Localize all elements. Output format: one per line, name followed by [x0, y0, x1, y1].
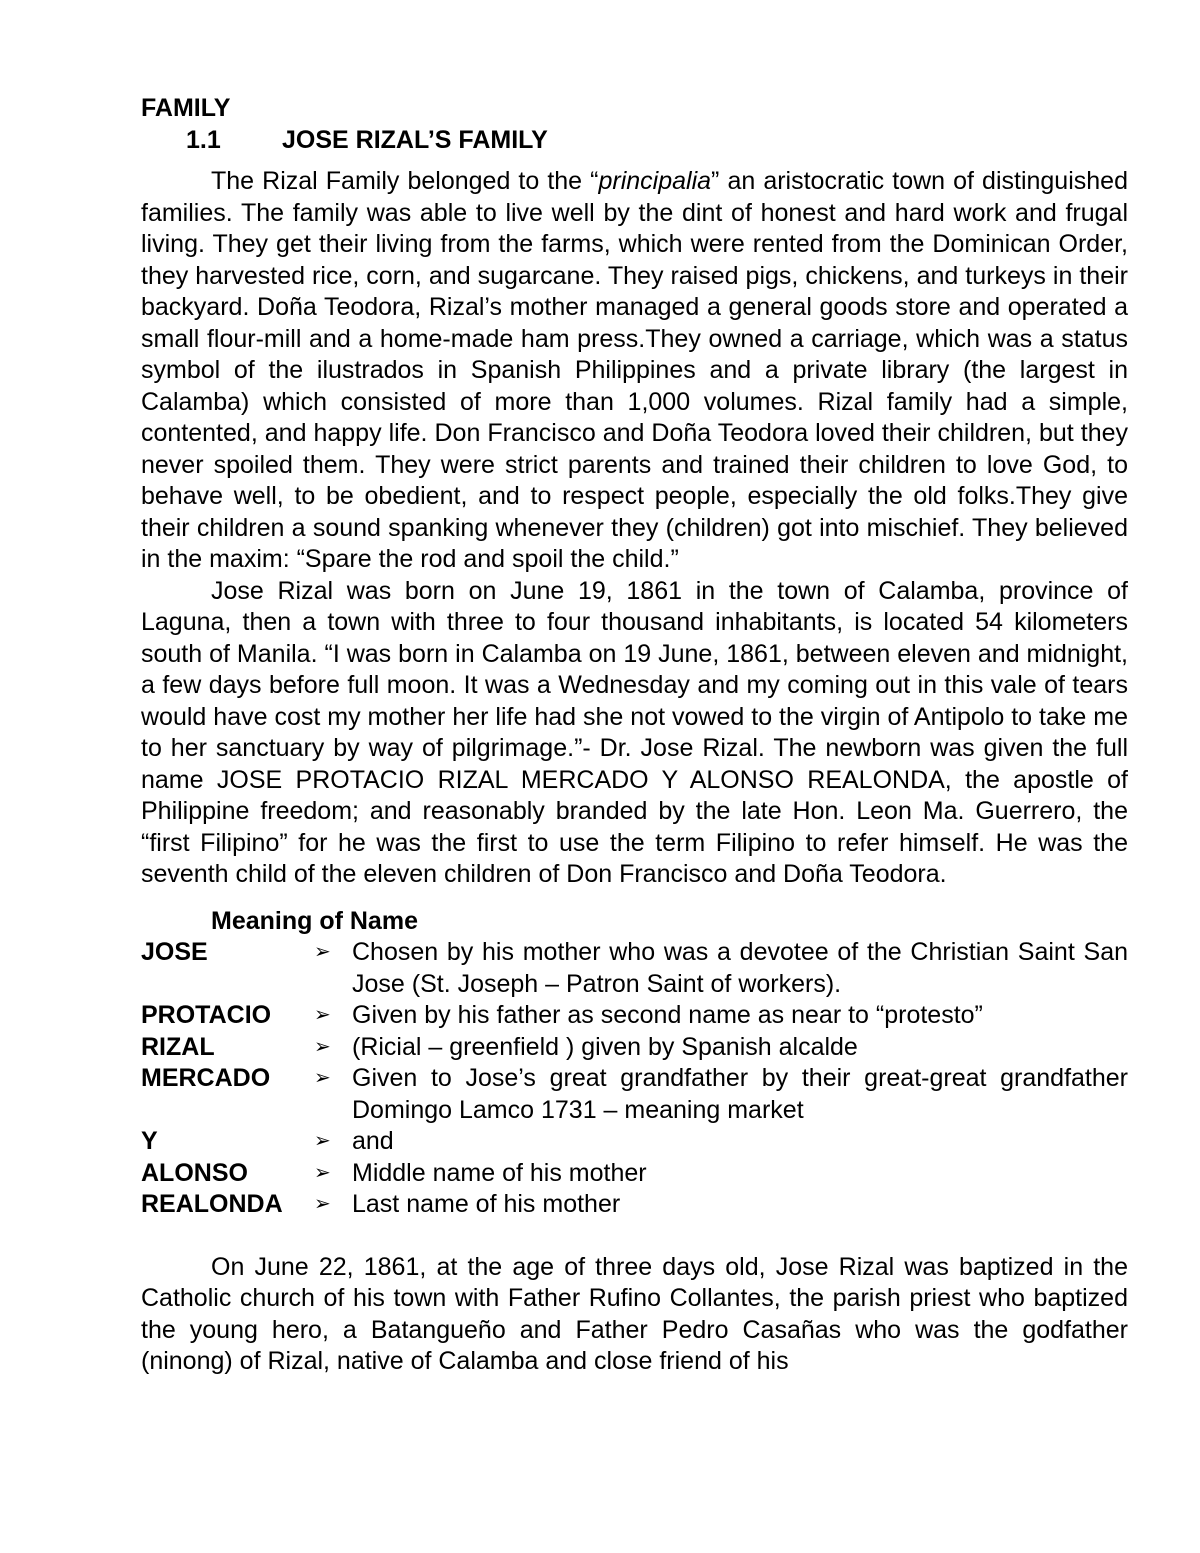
name-row	[141, 1189, 1128, 1221]
name-meaning: Chosen by his mother who was a devotee of the Christian Saint San Jose (St. Joseph – Patron Saint of workers).	[352, 938, 1128, 998]
name-meaning: and	[352, 1127, 394, 1155]
paragraph1-start: The Rizal Family belonged to the “	[211, 167, 599, 195]
meaning-of-name-title: Meaning of Name	[211, 906, 418, 935]
paragraph-family-background	[141, 166, 1128, 576]
paragraph1-rest: ” an aristocratic town of distinguished families. The family was able to live well by the dint of honest and hard work and frugal living. They get their living from the farms, which were rented from the Dominican Order, they harvested rice, corn, and sugarcane. They raised pigs, chickens, and turkeys in their backyard. Doña Teodora, Rizal’s mother managed a general goods store and operated a small flour-mill and a home-made ham press.They owned a carriage, which was a status symbol of the ilustrados in Spanish Philippines and a private library (the largest in Calamba) which consisted of more than 1,000 volumes. Rizal family had a simple, contented, and happy life. Don Francisco and Doña Teodora loved their children, but they never spoiled them. They were strict parents and trained their children to love God, to behave well, to be obedient, and to respect people, especially the old folks.They give their children a sound spanking whenever they (children) got into mischief. They believed in the maxim: “Spare the rod and spoil the child.”	[141, 167, 1128, 573]
name-meaning-list	[141, 937, 1128, 1221]
name-meaning: Given to Jose’s great grandfather by their great-great grandfather Domingo Lamco 1731 – meaning market	[352, 1064, 1128, 1124]
name-key: MERCADO	[141, 1064, 271, 1092]
paragraph-birth: Jose Rizal was born on June 19, 1861 in the town of Calamba, province of Laguna, then a town with three to four thousand inhabitants, is located 54 kilometers south of Manila. “I was born in Calamba on 19 June, 1861, between eleven and midnight, a few days before full moon. It was a Wednesday and my coming out in this vale of tears would have cost my mother her life had she not vowed to the virgin of Antipolo to take me to her sanctuary by way of pilgrimage.”- Dr. Jose Rizal. The newborn was given the full name JOSE PROTACIO RIZAL MERCADO Y ALONSO REALONDA, the apostle of Philippine freedom; and reasonably branded by the late Hon. Leon Ma. Guerrero, the “first Filipino” for he was the first to use the term Filipino to refer himself. He was the seventh child of the eleven children of Don Francisco and Doña Teodora.	[141, 576, 1128, 888]
name-meaning: Last name of his mother	[352, 1190, 621, 1218]
name-key: PROTACIO	[141, 1001, 272, 1029]
arrow-bullet-icon: ➢	[314, 1067, 331, 1089]
section-heading	[141, 125, 1128, 157]
arrow-bullet-icon: ➢	[314, 1035, 331, 1058]
principalia-term: principalia	[598, 167, 712, 195]
name-key: REALONDA	[141, 1190, 283, 1218]
name-row	[141, 1158, 1128, 1190]
section-title: JOSE RIZAL’S FAMILY	[282, 126, 548, 154]
document-page	[141, 93, 1128, 1378]
name-row	[141, 937, 1128, 1000]
paragraph-baptism: On June 22, 1861, at the age of three days old, Jose Rizal was baptized in the Catholic church of his town with Father Rufino Collantes, the parish priest who baptized the young hero, a Batangueño and Father Pedro Casañas who was the godfather (ninong) of Rizal, native of Calamba and close friend of his	[141, 1252, 1128, 1375]
arrow-bullet-icon: ➢	[314, 1193, 331, 1215]
name-row	[141, 1000, 1128, 1032]
arrow-bullet-icon: ➢	[314, 1004, 331, 1026]
name-meaning: Middle name of his mother	[352, 1158, 647, 1187]
arrow-bullet-icon: ➢	[314, 941, 331, 963]
arrow-bullet-icon: ➢	[314, 1130, 331, 1152]
name-meaning: (Ricial – greenfield ) given by Spanish alcalde	[352, 1032, 858, 1061]
chapter-title: FAMILY	[141, 94, 231, 122]
name-key: RIZAL	[141, 1032, 215, 1061]
name-key: JOSE	[141, 938, 208, 966]
name-row	[141, 1032, 1128, 1064]
section-number: 1.1	[186, 126, 221, 154]
arrow-bullet-icon: ➢	[314, 1161, 331, 1184]
name-key: Y	[141, 1127, 158, 1155]
name-row	[141, 1063, 1128, 1126]
name-key: ALONSO	[141, 1158, 248, 1187]
name-row	[141, 1126, 1128, 1158]
name-meaning: Given by his father as second name as near to “protesto”	[352, 1001, 983, 1029]
